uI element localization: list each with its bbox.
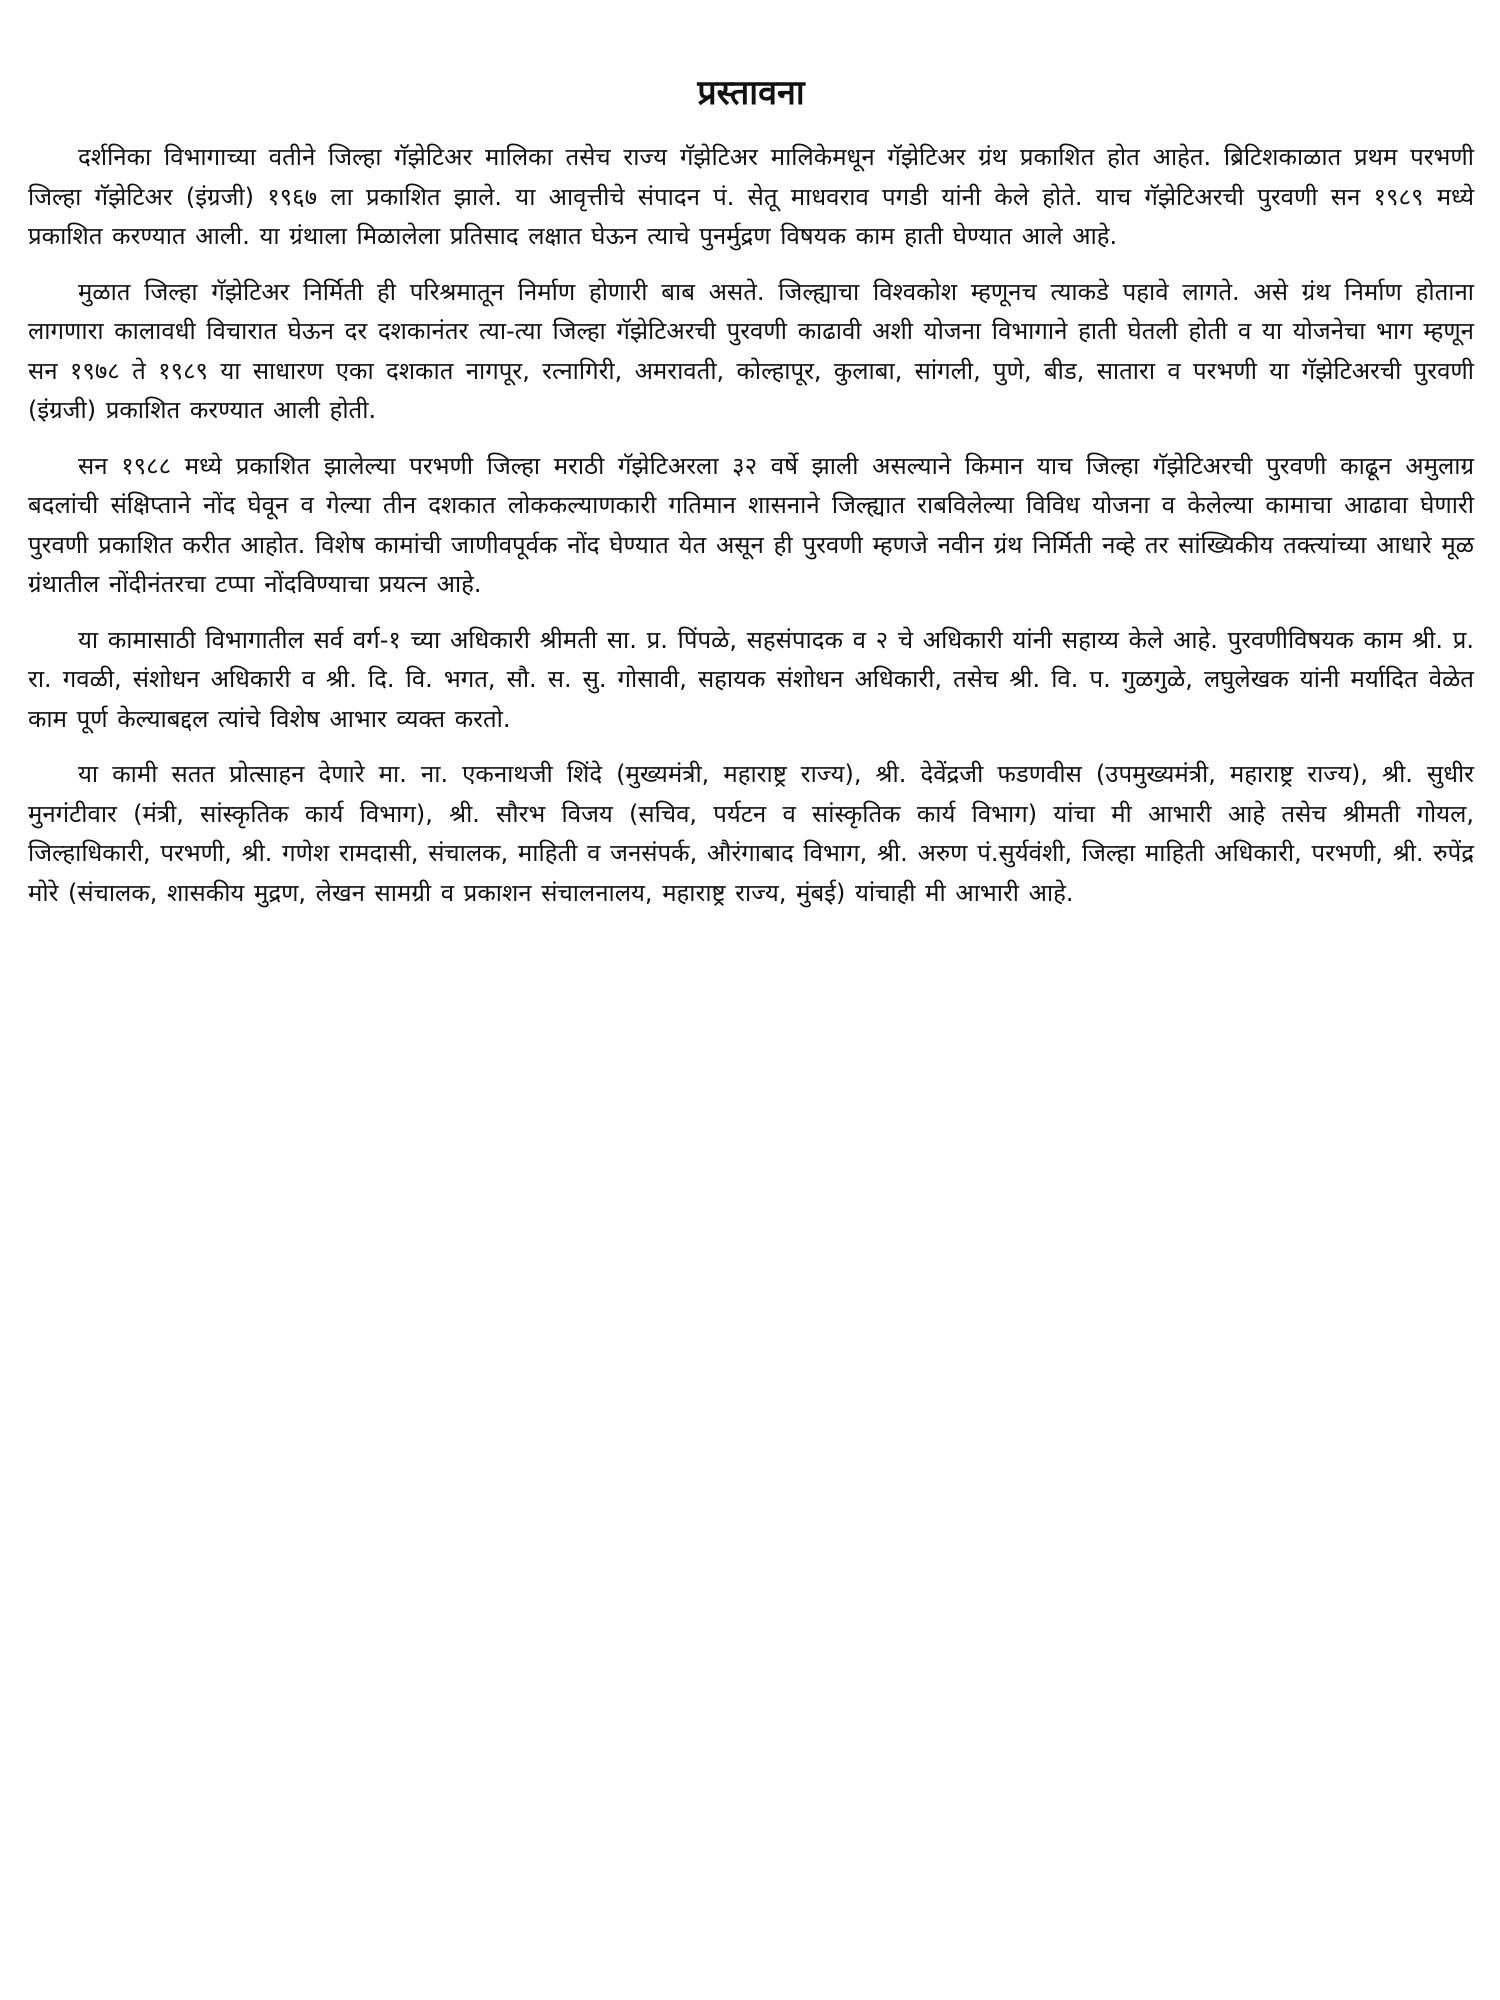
paragraph-2: मुळात जिल्हा गॅझेटिअर निर्मिती ही परिश्रमातून निर्माण होणारी बाब असते. जिल्ह्याचा विश्वकोश म्हणूनच त्याकडे पहावे लागते. असे ग्रंथ निर्माण होताना लागणारा कालावधी विचारात घेऊन दर दशकानंतर त्या-त्या जिल्हा गॅझेटिअरची पुरवणी काढावी अशी योजना विभागाने हाती घेतली होती व या योजनेचा भाग म्हणून सन १९७८ ते १९८९ या साधारण एका दशकात नागपूर, रत्नागिरी, अमरावती, कोल्हापूर, कुलाबा, सांगली, पुणे, बीड, सातारा व परभणी या गॅझेटिअरची पुरवणी (इंग्रजी) प्रकाशित करण्यात आली होती. [28,277,1474,424]
page-title: प्रस्तावना [697,73,805,113]
paragraph-3: सन १९८८ मध्ये प्रकाशित झालेल्या परभणी जिल्हा मराठी गॅझेटिअरला ३२ वर्षे झाली असल्याने किमान याच जिल्हा गॅझेटिअरची पुरवणी काढून अमुलाग्र बदलांची संक्षिप्ताने नोंद घेवून व गेल्या तीन दशकात लोककल्याणकारी गतिमान शासनाने जिल्ह्यात राबविलेल्या विविध योजना व केलेल्या कामाचा आढावा घेणारी पुरवणी प्रकाशित करीत आहोत. विशेष कामांची जाणीवपूर्वक नोंद घेण्यात येत असून ही पुरवणी म्हणजे नवीन ग्रंथ निर्मिती नव्हे तर सांख्यिकीय तक्त्यांच्या आधारे मूळ ग्रंथातील नोंदीनंतरचा टप्पा नोंदविण्याचा प्रयत्न आहे. [28,451,1474,598]
paragraph-1: दर्शनिका विभागाच्या वतीने जिल्हा गॅझेटिअर मालिका तसेच राज्य गॅझेटिअर मालिकेमधून गॅझेटिअर ग्रंथ प्रकाशित होत आहेत. ब्रिटिशकाळात प्रथम परभणी जिल्हा गॅझेटिअर (इंग्रजी) १९६७ ला प्रकाशित झाले. या आवृत्तीचे संपादन पं. सेतू माधवराव पगडी यांनी केले होते. याच गॅझेटिअरची पुरवणी सन १९८९ मध्ये प्रकाशित करण्यात आली. या ग्रंथाला मिळालेला प्रतिसाद लक्षात घेऊन त्याचे पुनर्मुद्रण विषयक काम हाती घेण्यात आले आहे. [28,143,1474,250]
paragraph-4: या कामासाठी विभागातील सर्व वर्ग-१ च्या अधिकारी श्रीमती सा. प्र. पिंपळे, सहसंपादक व २ चे अधिकारी यांनी सहाय्य केले आहे. पुरवणीविषयक काम श्री. प्र. रा. गवळी, संशोधन अधिकारी व श्री. दि. वि. भगत, सौ. स. सु. गोसावी, सहायक संशोधन अधिकारी, तसेच श्री. वि. प. गुळगुळे, लघुलेखक यांनी मर्यादित वेळेत काम पूर्ण केल्याबद्दल त्यांचे विशेष आभार व्यक्त करतो. [28,625,1474,733]
paragraph-5: या कामी सतत प्रोत्साहन देणारे मा. ना. एकनाथजी शिंदे (मुख्यमंत्री, महाराष्ट्र राज्य), श्री. देवेंद्रजी फडणवीस (उपमुख्यमंत्री, महाराष्ट्र राज्य), श्री. सुधीर मुनगंटीवार (मंत्री, सांस्कृतिक कार्य विभाग), श्री. सौरभ विजय (सचिव, पर्यटन व सांस्कृतिक कार्य विभाग) यांचा मी आभारी आहे तसेच श्रीमती गोयल, जिल्हाधिकारी, परभणी, श्री. गणेश रामदासी, संचालक, माहिती व जनसंपर्क, औरंगाबाद विभाग, श्री. अरुण पं.सुर्यवंशी, जिल्हा माहिती अधिकारी, परभणी, श्री. रुपेंद्र मोरे (संचालक, शासकीय मुद्रण, लेखन सामग्री व प्रकाशन संचालनालय, महाराष्ट्र राज्य, मुंबई) यांचाही मी आभारी आहे. [28,760,1474,907]
